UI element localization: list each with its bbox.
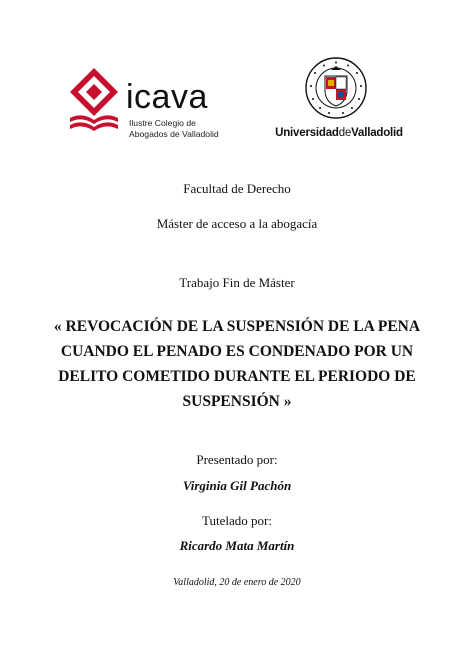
master-name: Máster de acceso a la abogacía: [156, 216, 318, 231]
icava-logo: [66, 66, 266, 146]
university-logo: [268, 56, 410, 140]
icava-name: icava: [126, 78, 208, 116]
faculty-name: Facultad de Derecho: [183, 181, 291, 196]
work-type: Trabajo Fin de Máster: [179, 275, 295, 290]
icava-diamond-book-icon: [66, 66, 122, 138]
tutored-by-label: Tutelado por:: [202, 513, 272, 528]
author-name: Virginia Gil Pachón: [182, 478, 292, 493]
university-name-part3: Valladolid: [351, 127, 403, 139]
icava-subtitle: [129, 118, 219, 140]
tutor-name: Ricardo Mata Martín: [179, 538, 295, 553]
university-name-part2: de: [338, 127, 352, 139]
university-seal-icon: [304, 56, 368, 120]
thesis-title: « REVOCACIÓN DE LA SUSPENSIÓN DE LA PENA CUANDO EL PENADO ES CONDENADO POR UN DELITO COMETIDO DURANTE EL PERIODO DE SUSPENSIÓN »: [53, 318, 421, 410]
university-name: [268, 127, 410, 139]
icava-subtitle-line2: Abogados de Valladolid: [129, 129, 219, 139]
place-date: Valladolid, 20 de enero de 2020: [173, 577, 301, 588]
university-name-part1: Universidad: [275, 127, 339, 139]
presented-by-label: Presentado por:: [196, 452, 278, 467]
icava-subtitle-line1: Ilustre Colegio de: [129, 118, 196, 128]
